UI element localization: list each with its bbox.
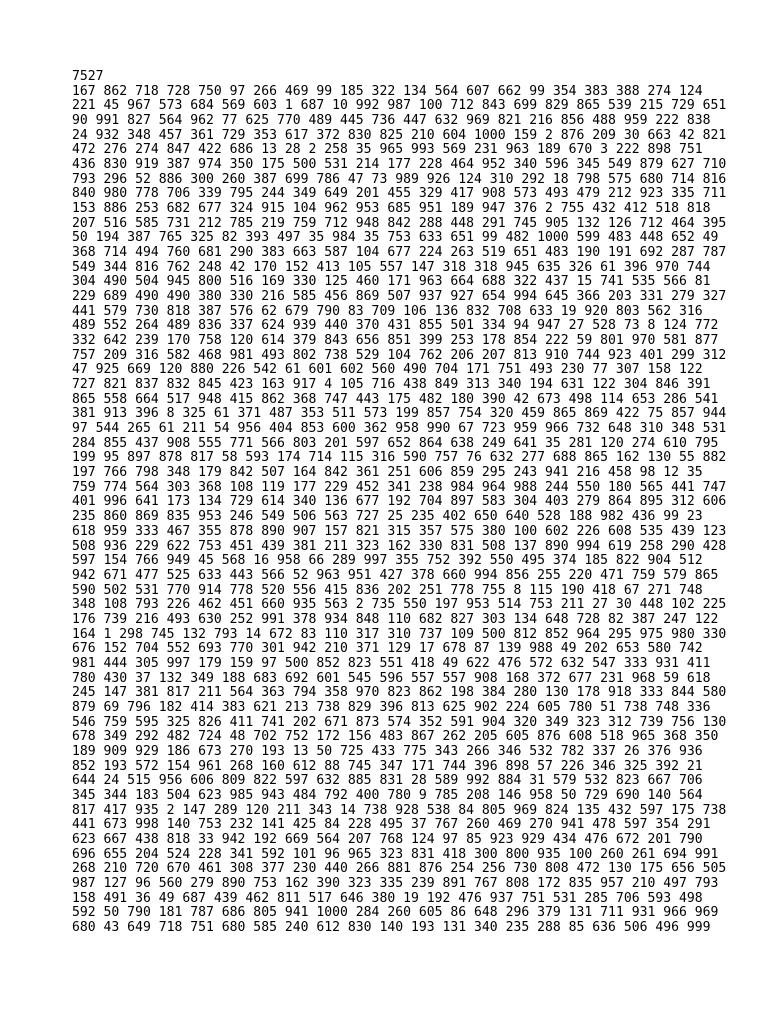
number-line: 348 108 793 226 462 451 660 935 563 2 735 550 197 953 514 753 211 27 30 448 102 225 [72, 598, 727, 613]
number-line: 680 43 649 718 751 680 585 240 612 830 140 193 131 340 235 288 85 636 506 496 999 [72, 920, 711, 935]
number-line: 221 45 967 573 684 569 603 1 687 10 992 987 100 712 843 699 829 865 539 215 729 651 [72, 99, 727, 114]
number-line: 678 349 292 482 724 48 702 752 172 156 483 867 262 205 605 876 608 518 965 368 350 [72, 730, 719, 745]
number-line: 436 830 919 387 974 350 175 500 531 214 177 228 464 952 340 596 345 549 879 627 710 [72, 158, 727, 173]
number-line: 235 860 869 835 953 246 549 506 563 727 25 235 402 650 640 528 188 982 436 99 23 [72, 510, 703, 525]
number-line: 759 774 564 303 368 108 119 177 229 452 341 238 984 964 988 244 550 180 565 441 747 [72, 480, 727, 495]
number-line: 24 932 348 457 361 729 353 617 372 830 825 210 604 1000 159 2 876 209 30 663 42 821 [72, 128, 727, 143]
number-line: 597 154 766 949 45 568 16 958 66 289 997 355 752 392 550 495 374 185 822 904 512 [72, 554, 703, 569]
number-line: 47 925 669 120 880 226 542 61 601 602 560 490 704 171 751 493 230 77 307 158 122 [72, 363, 703, 378]
number-line: 153 886 253 682 677 324 915 104 962 953 685 951 189 947 376 2 755 432 412 518 818 [72, 202, 711, 217]
number-line: 90 991 827 564 962 77 625 770 489 445 736 447 632 969 821 216 856 488 959 222 838 [72, 114, 711, 129]
number-line: 332 642 239 170 758 120 614 379 843 656 851 399 253 178 854 222 59 801 970 581 877 [72, 334, 719, 349]
number-line: 304 490 504 945 800 516 169 330 125 460 171 963 664 688 322 437 15 741 535 566 81 [72, 275, 711, 290]
number-line: 590 502 531 770 914 778 520 556 415 836 202 251 778 755 8 115 190 418 67 271 748 [72, 583, 703, 598]
number-line: 207 516 585 731 212 785 219 759 712 948 842 288 448 291 745 905 132 126 712 464 395 [72, 216, 727, 231]
number-line: 472 276 274 847 422 686 13 28 2 258 35 965 993 569 231 963 189 670 3 222 898 751 [72, 143, 703, 158]
number-line: 167 862 718 728 750 97 266 469 99 185 322 134 564 607 662 99 354 383 388 274 124 [72, 84, 703, 99]
number-line: 176 739 216 493 630 252 991 378 934 848 110 682 827 303 134 648 728 82 387 247 122 [72, 612, 719, 627]
number-line: 757 209 316 582 468 981 493 802 738 529 104 762 206 207 813 910 744 923 401 299 312 [72, 348, 727, 363]
number-line: 696 655 204 524 228 341 592 101 96 965 323 831 418 300 800 935 100 260 261 694 991 [72, 847, 719, 862]
number-line: 549 344 816 762 248 42 170 152 413 105 557 147 318 318 945 635 326 61 396 970 744 [72, 260, 711, 275]
number-line: 817 417 935 2 147 289 120 211 343 14 738 928 538 84 805 969 824 135 432 597 175 738 [72, 803, 727, 818]
number-line: 158 491 36 49 687 439 462 811 517 646 380 19 192 476 937 751 531 285 706 593 498 [72, 891, 703, 906]
number-line: 852 193 572 154 961 268 160 612 88 745 347 171 744 396 898 57 226 346 325 392 21 [72, 759, 703, 774]
number-line: 840 980 778 706 339 795 244 349 649 201 455 329 417 908 573 493 479 212 923 335 711 [72, 187, 727, 202]
number-line: 987 127 96 560 279 890 753 162 390 323 335 239 891 767 808 172 835 957 210 497 793 [72, 876, 719, 891]
number-line: 345 344 183 504 623 985 943 484 792 400 780 9 785 208 146 958 50 729 690 140 564 [72, 788, 703, 803]
number-line: 268 210 720 670 461 308 377 230 440 266 881 876 254 256 730 808 472 130 175 656 505 [72, 862, 727, 877]
number-line: 284 855 437 908 555 771 566 803 201 597 652 864 638 249 641 35 281 120 274 610 795 [72, 436, 719, 451]
number-line: 245 147 381 817 211 564 363 794 358 970 823 862 198 384 280 130 178 918 333 844 580 [72, 686, 727, 701]
number-line: 865 558 664 517 948 415 862 368 747 443 175 482 180 390 42 673 498 114 653 286 541 [72, 392, 719, 407]
number-line: 164 1 298 745 132 793 14 672 83 110 317 310 737 109 500 812 852 964 295 975 980 330 [72, 627, 727, 642]
number-line: 441 673 998 140 753 232 141 425 84 228 495 37 767 260 469 270 941 478 597 354 291 [72, 818, 711, 833]
number-lines-block [72, 85, 762, 936]
number-line: 50 194 387 765 325 82 393 497 35 984 35 753 633 651 99 482 1000 599 483 448 652 49 [72, 231, 719, 246]
number-line: 879 69 796 182 414 383 621 213 738 829 396 813 625 902 224 605 780 51 738 748 336 [72, 700, 711, 715]
number-line: 942 671 477 525 633 443 566 52 963 951 427 378 660 994 856 255 220 471 759 579 865 [72, 568, 719, 583]
number-line: 441 579 730 818 387 576 62 679 790 83 709 106 136 832 708 633 19 920 803 562 316 [72, 304, 703, 319]
number-line: 199 95 897 878 817 58 593 174 714 115 316 590 757 76 632 277 688 865 162 130 55 882 [72, 451, 727, 466]
number-line: 780 430 37 132 349 188 683 692 601 545 596 557 557 908 168 372 677 231 968 59 618 [72, 671, 711, 686]
number-line: 676 152 704 552 693 770 301 942 210 371 129 17 678 87 139 988 49 202 653 580 742 [72, 642, 703, 657]
number-line: 793 296 52 886 300 260 387 699 786 47 73 989 926 124 310 292 18 798 575 680 714 816 [72, 172, 727, 187]
number-line: 623 667 438 818 33 942 192 669 564 207 768 124 97 85 923 929 434 476 672 201 790 [72, 832, 703, 847]
number-line: 197 766 798 348 179 842 507 164 842 361 251 606 859 295 243 941 216 458 98 12 35 [72, 466, 703, 481]
number-line: 592 50 790 181 787 686 805 941 1000 284 260 605 86 648 296 379 131 711 931 966 969 [72, 906, 719, 921]
document-page [72, 70, 762, 936]
number-line: 546 759 595 325 826 411 741 202 671 873 574 352 591 904 320 349 323 312 739 756 130 [72, 715, 727, 730]
number-line: 368 714 494 760 681 290 383 663 587 104 677 224 263 519 651 483 190 191 692 287 787 [72, 246, 727, 261]
document-header-number: 7527 [72, 70, 104, 84]
number-line: 508 936 229 622 753 451 439 381 211 323 162 330 831 508 137 890 994 619 258 290 428 [72, 539, 727, 554]
number-line: 489 552 264 489 836 337 624 939 440 370 431 855 501 334 94 947 27 528 73 8 124 772 [72, 319, 719, 334]
number-line: 644 24 515 956 606 809 822 597 632 885 831 28 589 992 884 31 579 532 823 667 706 [72, 774, 703, 789]
number-line: 727 821 837 832 845 423 163 917 4 105 716 438 849 313 340 194 631 122 304 846 391 [72, 378, 711, 393]
number-line: 981 444 305 997 179 159 97 500 852 823 551 418 49 622 476 572 632 547 333 931 411 [72, 656, 711, 671]
number-line: 97 544 265 61 211 54 956 404 853 600 362 958 990 67 723 959 966 732 648 310 348 531 [72, 422, 727, 437]
number-line: 229 689 490 490 380 330 216 585 456 869 507 937 927 654 994 645 366 203 331 279 327 [72, 290, 727, 305]
number-line: 189 909 929 186 673 270 193 13 50 725 433 775 343 266 346 532 782 337 26 376 936 [72, 744, 703, 759]
number-line: 381 913 396 8 325 61 371 487 353 511 573 199 857 754 320 459 865 869 422 75 857 944 [72, 407, 727, 422]
number-line: 618 959 333 467 355 878 890 907 157 821 315 357 575 380 100 602 226 608 535 439 123 [72, 524, 727, 539]
number-line: 401 996 641 173 134 729 614 340 136 677 192 704 897 583 304 403 279 864 895 312 606 [72, 495, 727, 510]
